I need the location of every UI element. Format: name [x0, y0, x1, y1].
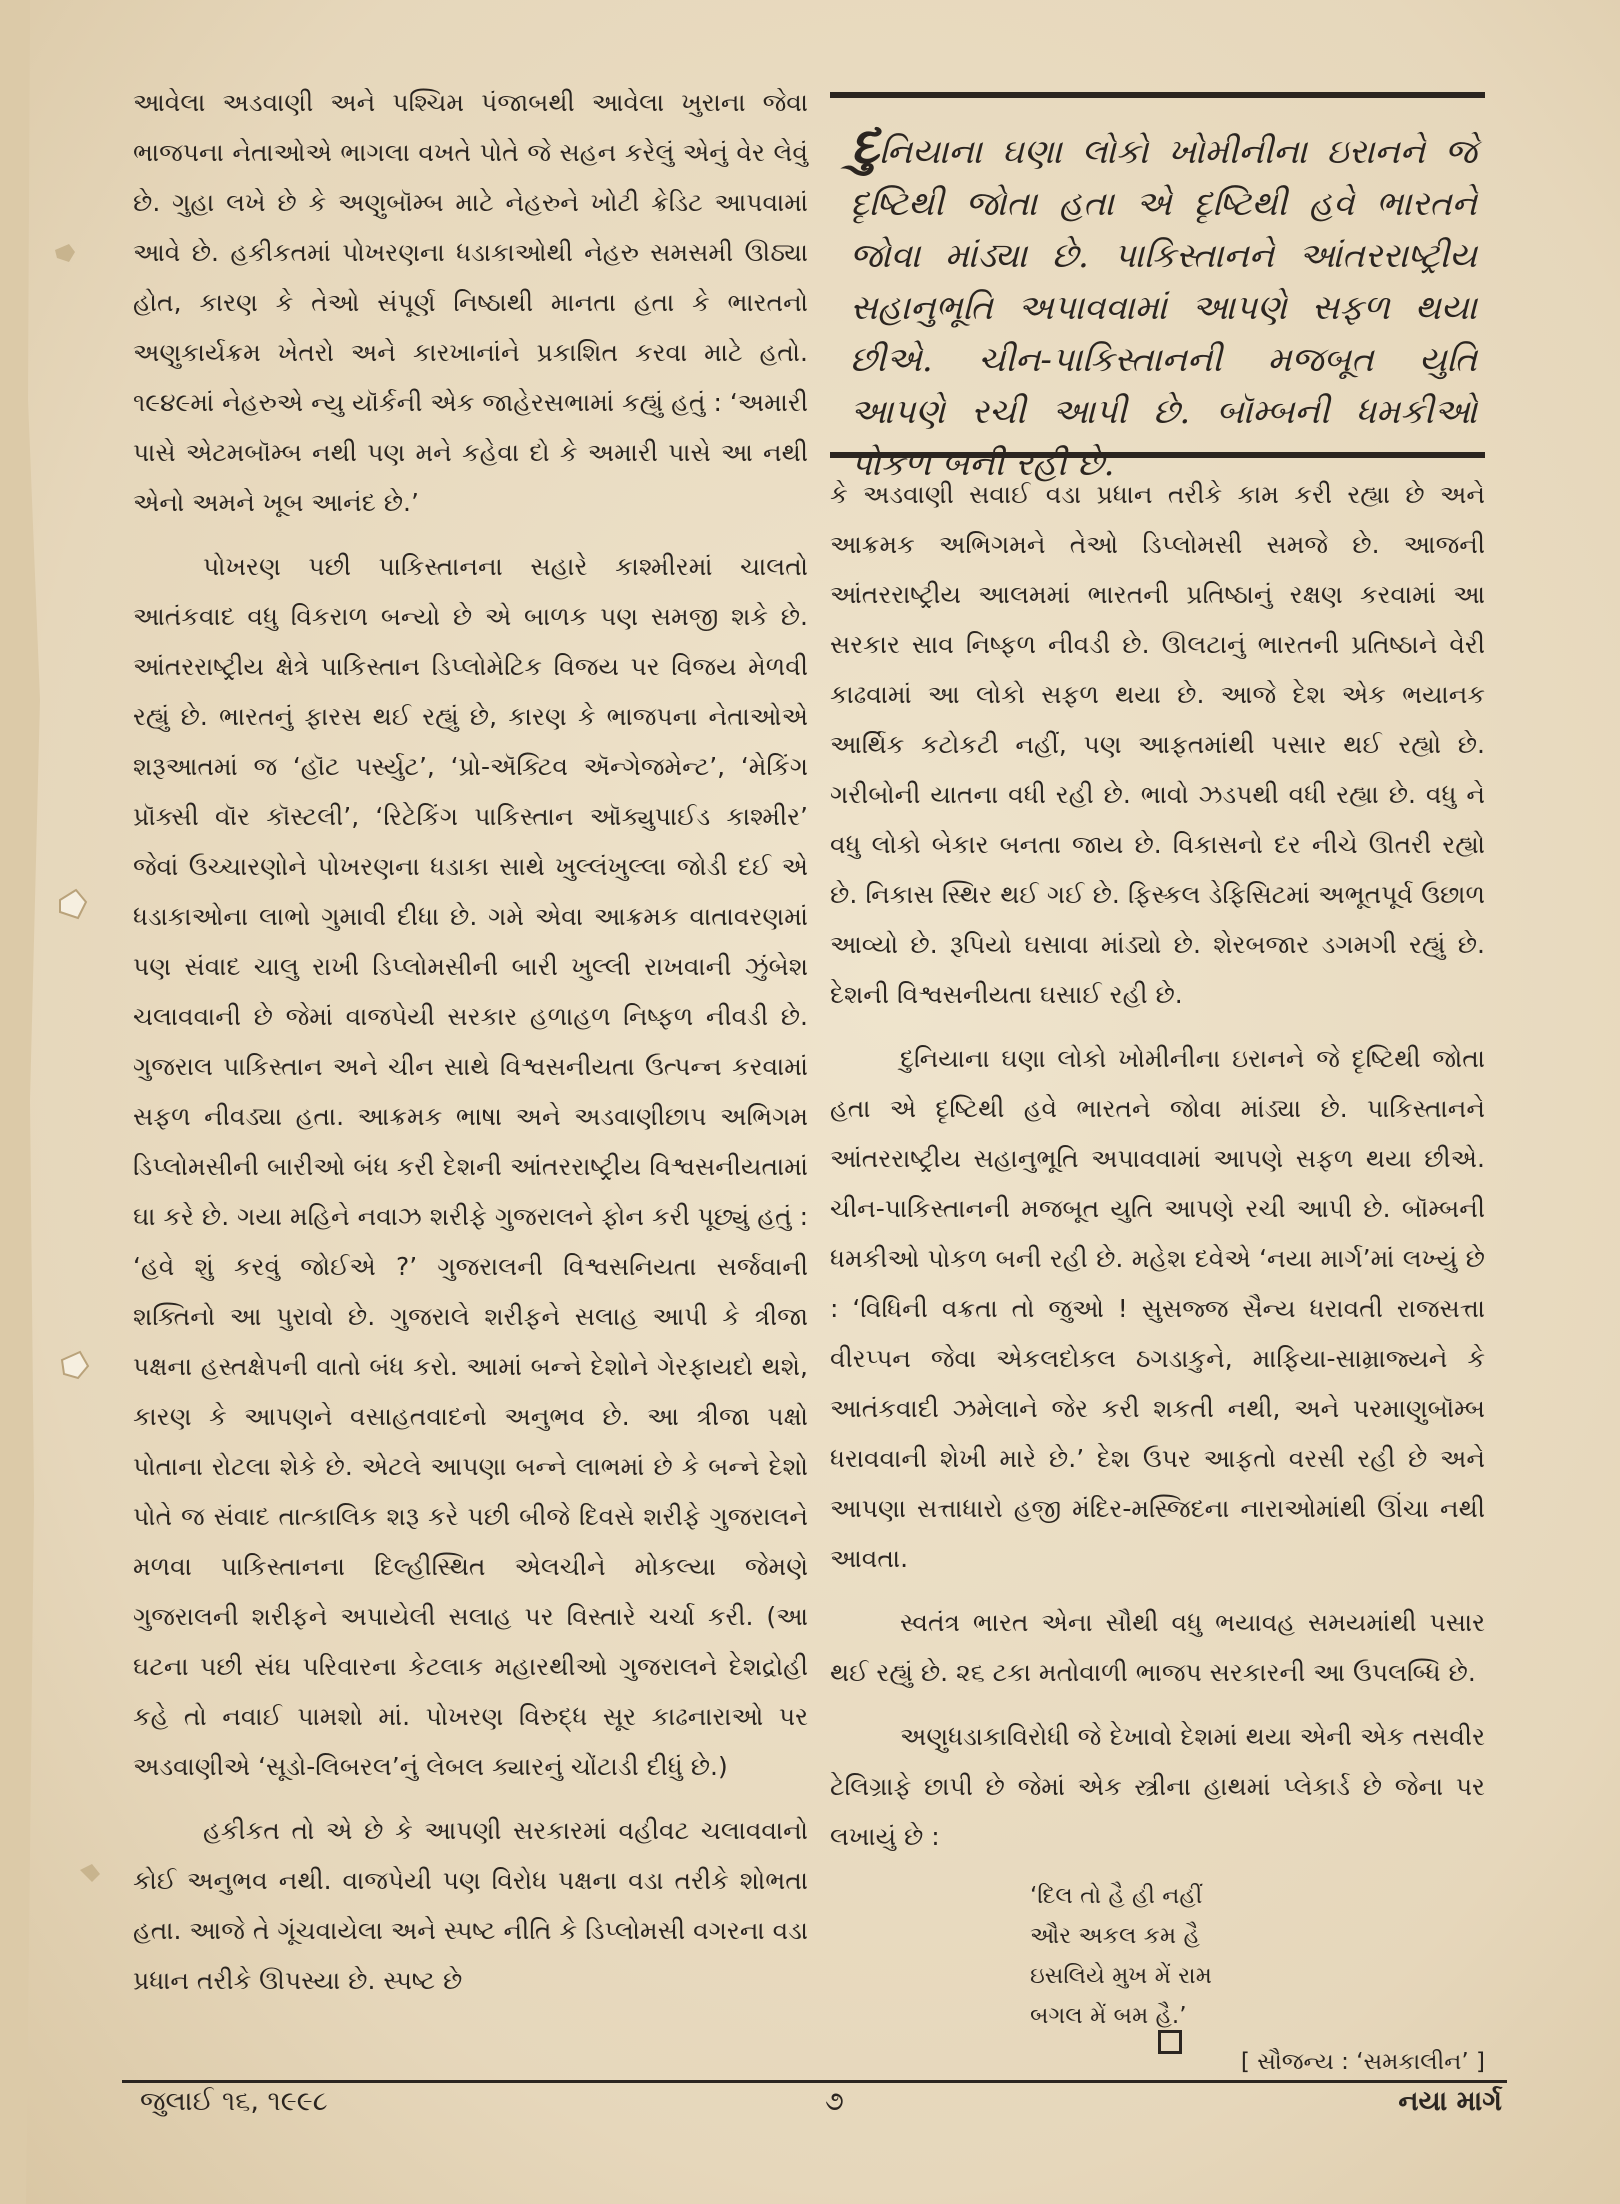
publication-name: નયા માર્ગ: [1398, 2086, 1502, 2117]
footer-rule: [122, 2080, 1507, 2083]
right-paragraph-3: સ્વતંત્ર ભારત એના સૌથી વધુ ભયાવહ સમયમાંથી પસાર થઈ રહ્યું છે. ૨૬ ટકા મતોવાળી ભાજપ સરકારની આ ઉપલબ્ધિ છે.: [830, 1608, 1485, 1687]
pull-quote-text: નિયાના ઘણા લોકો ખોમીનીના ઇરાનને જે દૃષ્ટિથી જોતા હતા એ દૃષ્ટિથી હવે ભારતને જોવા માંડ્યા છે. પાકિસ્તાનને આંતરરાષ્ટ્રીય સહાનુભૂતિ અપાવવામાં આપણે સફળ થયા છીએ. ચીન-પાકિસ્તાનની મજબૂત યુતિ આપણે રચી આપી છે. બૉમ્બની ધમકીઓ પોકળ બની રહી છે.: [850, 132, 1477, 484]
page-number: ૭: [825, 2086, 844, 2117]
left-column: [133, 78, 808, 2020]
right-paragraph-1: કે અડવાણી સવાઈ વડા પ્રધાન તરીકે કામ કરી રહ્યા છે અને આક્રમક અભિગમને તેઓ ડિપ્લોમસી સમજે છે. આજની આંતરરાષ્ટ્રીય આલમમાં ભારતની પ્રતિષ્ઠાનું રક્ષણ કરવામાં આ સરકાર સાવ નિષ્ફળ નીવડી છે. ઊલટાનું ભારતની પ્રતિષ્ઠાને વેરી કાઢવામાં આ લોકો સફળ થયા છે. આજે દેશ એક ભયાનક આર્થિક કટોકટી નહીં, પણ આફતમાંથી પસાર થઈ રહ્યો છે. ગરીબોની યાતના વધી રહી છે. ભાવો ઝડપથી વધી રહ્યા છે. વધુ ને વધુ લોકો બેકાર બનતા જાય છે. વિકાસનો દર નીચે ઊતરી રહ્યો છે. નિકાસ સ્થિર થઈ ગઈ છે. ફિસ્કલ ડેફિસિટમાં અભૂતપૂર્વ ઉછાળ આવ્યો છે. રૂપિયો ઘસાવા માંડ્યો છે. શેરબજાર ડગમગી રહ્યું છે. દેશની વિશ્વસનીયતા ઘસાઈ રહી છે.: [830, 480, 1485, 1009]
poem-line-2: ઔર અકલ કમ હૈ: [1030, 1923, 1200, 1949]
placard-poem: [1030, 1876, 1485, 2036]
footer-date: જુલાઈ ૧૬, ૧૯૯૮: [140, 2086, 328, 2117]
poem-line-3: ઇસલિયે મુખ મેં રામ: [1030, 1963, 1212, 1989]
poem-line-1: ‘દિલ તો હૈ હી નહીં: [1030, 1883, 1203, 1909]
left-paragraph-2: પોખરણ પછી પાકિસ્તાનના સહારે કાશ્મીરમાં ચાલતો આતંકવાદ વધુ વિકરાળ બન્યો છે એ બાળક પણ સમજી શકે છે. આંતરરાષ્ટ્રીય ક્ષેત્રે પાકિસ્તાન ડિપ્લોમેટિક વિજય પર વિજય મેળવી રહ્યું છે. ભારતનું ફારસ થઈ રહ્યું છે, કારણ કે ભાજપના નેતાઓએ શરૂઆતમાં જ ‘હૉટ પર્સ્યુટ’, ‘પ્રો-ઍક્ટિવ ઍન્ગેજમેન્ટ’, ‘મેકિંગ પ્રૉક્સી વૉર કૉસ્ટલી’, ‘રિટેકિંગ પાકિસ્તાન ઑક્યુપાઈડ કાશ્મીર’ જેવાં ઉચ્ચારણોને પોખરણના ધડાકા સાથે ખુલ્લંખુલ્લા જોડી દઈ એ ધડાકાઓના લાભો ગુમાવી દીધા છે. ગમે એવા આક્રમક વાતાવરણમાં પણ સંવાદ ચાલુ રાખી ડિપ્લોમસીની બારી ખુલ્લી રાખવાની ઝુંબેશ ચલાવવાની છે જેમાં વાજપેયી સરકાર હળાહળ નિષ્ફળ નીવડી છે. ગુજરાલ પાકિસ્તાન અને ચીન સાથે વિશ્વસનીયતા ઉત્પન્ન કરવામાં સફળ નીવડ્યા હતા. આક્રમક ભાષા અને અડવાણીછાપ અભિગમ ડિપ્લોમસીની બારીઓ બંધ કરી દેશની આંતરરાષ્ટ્રીય વિશ્વસનીયતામાં ઘા કરે છે. ગયા મહિને નવાઝ શરીફે ગુજરાલને ફોન કરી પૂછ્યું હતું : ‘હવે શું કરવું જોઈએ ?’ ગુજરાલની વિશ્વસનિયતા સર્જવાની શક્તિનો આ પુરાવો છે. ગુજરાલે શરીફને સલાહ આપી કે ત્રીજા પક્ષના હસ્તક્ષેપની વાતો બંધ કરો. આમાં બન્ને દેશોને ગેરફાયદો થશે, કારણ કે આપણને વસાહતવાદનો અનુભવ છે. આ ત્રીજા પક્ષો પોતાના રોટલા શેકે છે. એટલે આપણા બન્ને લાભમાં છે કે બન્ને દેશો પોતે જ સંવાદ તાત્કાલિક શરૂ કરે પછી બીજે દિવસે શરીફે ગુજરાલને મળવા પાકિસ્તાનના દિલ્હીસ્થિત એલચીને મોકલ્યા જેમણે ગુજરાલની શરીફને અપાયેલી સલાહ પર વિસ્તારે ચર્ચા કરી. (આ ઘટના પછી સંઘ પરિવારના કેટલાક મહારથીઓ ગુજરાલને દેશદ્રોહી કહે તો નવાઈ પામશો માં. પોખરણ વિરુદ્ધ સૂર કાઢનારાઓ પર અડવાણીએ ‘સૂડો-લિબરલ’નું લેબલ ક્યારનું ચોંટાડી દીધું છે.): [133, 552, 808, 1781]
left-paragraph-3: હકીકત તો એ છે કે આપણી સરકારમાં વહીવટ ચલાવવાનો કોઈ અનુભવ નથી. વાજપેયી પણ વિરોધ પક્ષના વડા તરીકે શોભતા હતા. આજે તે ગૂંચવાયેલા અને સ્પષ્ટ નીતિ કે ડિપ્લોમસી વગરના વડા પ્રધાન તરીકે ઊપસ્યા છે. સ્પષ્ટ છે: [133, 1816, 808, 1995]
right-paragraph-4: અણુધડાકાવિરોધી જે દેખાવો દેશમાં થયા એની એક તસવીર ટેલિગ્રાફે છાપી છે જેમાં એક સ્ત્રીના હાથમાં પ્લેકાર્ડ છે જેના પર લખાયું છે :: [830, 1722, 1485, 1851]
left-paragraph-1: આવેલા અડવાણી અને પશ્ચિમ પંજાબથી આવેલા ખુરાના જેવા ભાજપના નેતાઓએ ભાગલા વખતે પોતે જે સહન કરેલું એનું વેર લેવું છે. ગુહા લખે છે કે અણુબૉમ્બ માટે નેહરુને ખોટી ક્રેડિટ આપવામાં આવે છે. હકીકતમાં પોખરણના ધડાકાઓથી નેહરુ સમસમી ઊઠ્યા હોત, કારણ કે તેઓ સંપૂર્ણ નિષ્ઠાથી માનતા હતા કે ભારતનો અણુકાર્યક્રમ ખેતરો અને કારખાનાંને પ્રકાશિત કરવા માટે હતો. ૧૯૪૯માં નેહરુએ ન્યુ યૉર્કની એક જાહેરસભામાં કહ્યું હતું : ‘અમારી પાસે એટમબૉમ્બ નથી પણ મને કહેવા દો કે અમારી પાસે આ નથી એનો અમને ખૂબ આનંદ છે.’: [133, 88, 808, 517]
source-credit: [ સૌજન્ય : ‘સમકાલીન’ ]: [1240, 2049, 1485, 2075]
right-column: [830, 470, 1485, 2082]
end-of-article-mark: [1158, 2030, 1182, 2054]
torn-margin-decoration: [0, 0, 120, 2204]
pull-quote-dropcap: દુ: [850, 115, 880, 176]
poem-line-4: બગલ મેં બમ હૈ.’: [1030, 2003, 1187, 2029]
right-paragraph-2: દુનિયાના ઘણા લોકો ખોમીનીના ઇરાનને જે દૃષ્ટિથી જોતા હતા એ દૃષ્ટિથી હવે ભારતને જોવા માંડ્યા છે. પાકિસ્તાનને આંતરરાષ્ટ્રીય સહાનુભૂતિ અપાવવામાં આપણે સફળ થયા છીએ. ચીન-પાકિસ્તાનની મજબૂત યુતિ આપણે રચી આપી છે. બૉમ્બની ધમકીઓ પોકળ બની રહી છે. મહેશ દવેએ ‘નયા માર્ગ’માં લખ્યું છે : ‘વિધિની વક્રતા તો જુઓ ! સુસજ્જ સૈન્ય ધરાવતી રાજસત્તા વીરપ્પન જેવા એકલદોકલ ઠગડાકુને, માફિયા-સામ્રાજ્યને કે આતંકવાદી ઝમેલાને જેર કરી શકતી નથી, અને પરમાણુબૉમ્બ ધરાવવાની શેખી મારે છે.’ દેશ ઉપર આફતો વરસી રહી છે અને આપણા સત્તાધારો હજી મંદિર-મસ્જિદના નારાઓમાંથી ઊંચા નથી આવતા.: [830, 1044, 1485, 1573]
pull-quote: [830, 92, 1485, 484]
